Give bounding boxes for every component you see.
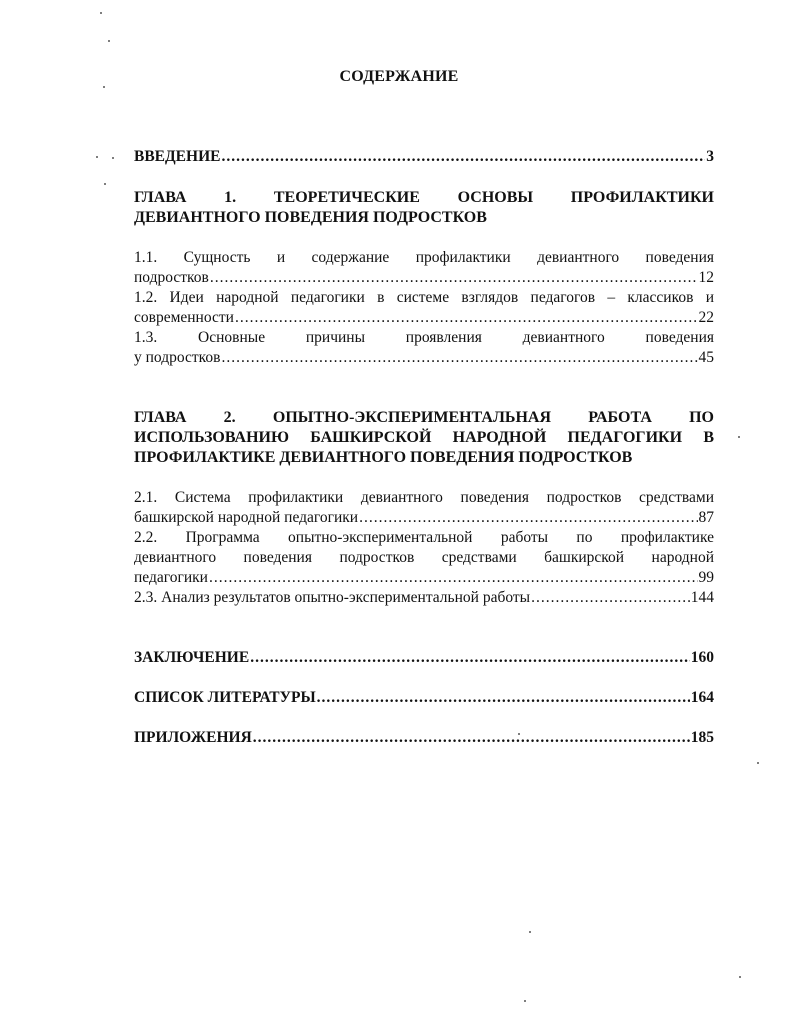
chapter-heading-line: ИСПОЛЬЗОВАНИЮ БАШКИРСКОЙ НАРОДНОЙ ПЕДАГОГИКИ В bbox=[134, 429, 714, 446]
chapter-2-heading[interactable] bbox=[134, 408, 714, 468]
toc-page-number: 22 bbox=[698, 309, 714, 326]
leader-dots bbox=[317, 688, 690, 708]
toc-entry-label: педагогики bbox=[134, 569, 208, 586]
scan-speck bbox=[529, 931, 531, 933]
scan-speck bbox=[739, 976, 741, 978]
toc-entry-references[interactable] bbox=[134, 688, 714, 708]
toc-entry-text-line: 2.2. Программа опытно-экспериментальной работы по профилактике bbox=[134, 529, 714, 546]
toc-entry-text-line: 1.3. Основные причины проявления девиантного поведения bbox=[134, 329, 714, 346]
toc-page-number: 3 bbox=[706, 148, 714, 165]
toc-entry-text-line: 1.1. Сущность и содержание профилактики девиантного поведения bbox=[134, 249, 714, 266]
toc-entry-2-2[interactable] bbox=[134, 528, 714, 588]
chapter-heading-line: ГЛАВА 2. ОПЫТНО-ЭКСПЕРИМЕНТАЛЬНАЯ РАБОТА ПО bbox=[134, 409, 714, 426]
page-title: СОДЕРЖАНИЕ bbox=[339, 68, 459, 85]
toc-entry-label: современности bbox=[134, 309, 234, 326]
scan-speck bbox=[738, 436, 740, 438]
toc-entry-conclusion[interactable] bbox=[134, 648, 714, 668]
toc-page-number: 144 bbox=[690, 589, 714, 606]
toc-page-number: 87 bbox=[698, 509, 714, 526]
toc-entry-text-line: 1.2. Идеи народной педагогики в системе взглядов педагогов – классиков и bbox=[134, 289, 714, 306]
scan-speck bbox=[96, 156, 98, 158]
leader-dots bbox=[359, 508, 697, 528]
scan-speck bbox=[757, 762, 759, 764]
leader-dots bbox=[235, 308, 698, 328]
toc-entry-label: ПРИЛОЖЕНИЯ bbox=[134, 729, 252, 746]
toc-entry-text-line: девиантного поведения подростков средствами башкирской народной bbox=[134, 549, 714, 566]
leader-dots bbox=[531, 588, 690, 608]
toc-entry-label: СПИСОК ЛИТЕРАТУРЫ bbox=[134, 689, 316, 706]
toc-entry-1-2[interactable] bbox=[134, 288, 714, 328]
toc-entry-intro[interactable] bbox=[134, 147, 714, 167]
toc-entry-2-3[interactable] bbox=[134, 588, 714, 608]
toc-entry-2-1[interactable] bbox=[134, 488, 714, 528]
toc-entry-label: у подростков bbox=[134, 349, 221, 366]
leader-dots bbox=[210, 268, 698, 288]
chapter-1-heading[interactable] bbox=[134, 188, 714, 228]
toc-entry-1-3[interactable] bbox=[134, 328, 714, 368]
toc-entry-label: башкирской народной педагогики bbox=[134, 509, 359, 526]
toc-page-number: 164 bbox=[690, 689, 714, 706]
scan-speck bbox=[103, 86, 105, 88]
toc-entry-label: 2.3. Анализ результатов опытно-экспериментальной работы bbox=[134, 589, 531, 606]
leader-dots bbox=[221, 348, 697, 368]
scan-speck bbox=[112, 157, 114, 159]
chapter-heading-line: ДЕВИАНТНОГО ПОВЕДЕНИЯ ПОДРОСТКОВ bbox=[134, 209, 487, 226]
toc-page-number: 99 bbox=[698, 569, 714, 586]
scan-speck bbox=[104, 183, 106, 185]
chapter-heading-line: ГЛАВА 1. ТЕОРЕТИЧЕСКИЕ ОСНОВЫ ПРОФИЛАКТИКИ bbox=[134, 189, 714, 206]
toc-entry-1-1[interactable] bbox=[134, 248, 714, 288]
chapter-heading-line: ПРОФИЛАКТИКЕ ДЕВИАНТНОГО ПОВЕДЕНИЯ ПОДРОСТКОВ bbox=[134, 449, 633, 466]
leader-dots bbox=[253, 728, 690, 748]
toc-entry-label: подростков bbox=[134, 269, 209, 286]
toc-page-number: 45 bbox=[698, 349, 714, 366]
leader-dots bbox=[221, 147, 705, 167]
leader-dots bbox=[209, 568, 698, 588]
scan-speck bbox=[100, 12, 102, 14]
toc-entry-label: ЗАКЛЮЧЕНИЕ bbox=[134, 649, 250, 666]
toc-page-number: 185 bbox=[690, 729, 714, 746]
toc-entry-text-line: 2.1. Система профилактики девиантного поведения подростков средствами bbox=[134, 489, 714, 506]
toc-page-number: 160 bbox=[690, 649, 714, 666]
toc-entry-label: ВВЕДЕНИЕ bbox=[134, 148, 221, 165]
toc-page-number: 12 bbox=[698, 269, 714, 286]
leader-dots bbox=[250, 648, 690, 668]
toc-entry-appendices[interactable] bbox=[134, 728, 714, 748]
scan-speck bbox=[108, 40, 110, 42]
scan-speck bbox=[524, 1000, 526, 1002]
